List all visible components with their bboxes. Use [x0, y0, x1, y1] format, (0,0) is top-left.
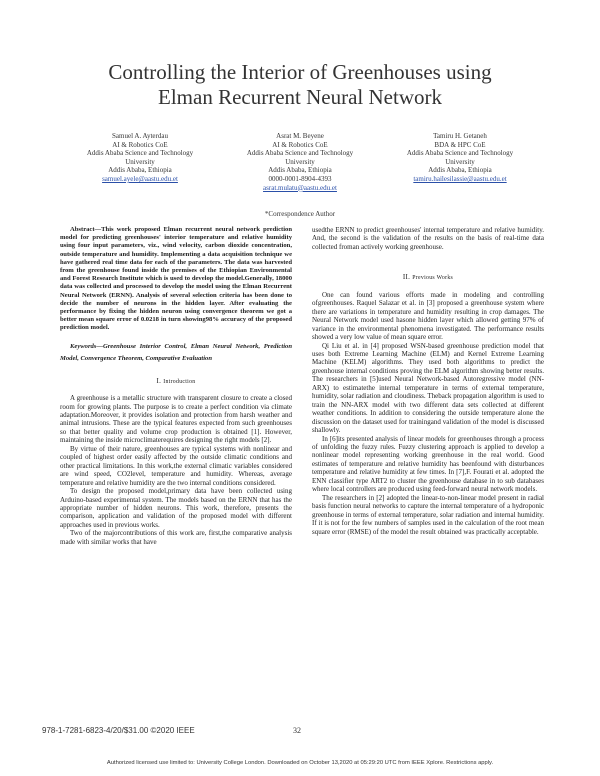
- author-city: Addis Ababa, Ethiopia: [268, 166, 332, 175]
- license-notice: Authorized licensed use limited to: University College London. Downloaded on October 13,2020 at 05:29:20 UTC from IEEE Xplore. Restrictions apply.: [106, 760, 494, 766]
- page-number: 32: [293, 726, 301, 735]
- author-org: AI & Robotics CoE: [272, 140, 328, 149]
- title-line-1: Controlling the Interior of Greenhouses using: [108, 60, 492, 84]
- author-univ2: University: [445, 157, 475, 166]
- paragraph: One can found various efforts made in modeling and controlling ofgreenhouses. Raquel Salazar et al. in [3] proposed a greenhouse system where there are variations in temperature and humidity resulting in crop damages. The Neural Network model used hasone hidden layer which allowed getting 97% of variance in the environmental phenomena investigated. The performance results showed a very low value of mean square error.: [312, 290, 544, 342]
- author-block: [60, 132, 540, 192]
- author-2: [220, 132, 380, 192]
- author-org: AI & Robotics CoE: [112, 140, 168, 149]
- section-number: II.: [402, 273, 411, 282]
- author-univ: Addis Ababa Science and Technology: [406, 149, 514, 158]
- author-univ: Addis Ababa Science and Technology: [246, 149, 354, 158]
- author-univ: Addis Ababa Science and Technology: [86, 149, 194, 158]
- abstract: Abstract—This work proposed Elman recurrent neural network prediction model for predicting greenhouses' interior temperature and relative humidity using four input parameters, viz., wind velocity, carbon dioxide concentration, outside temperature and humidity. Implementing a data acquisition technique we have gathered real time data for each of the parameters. The data was harvested from the greenhouse found inside the premises of the Ethiopian Environmental and Forest Research Institute which is used to develop the model.Generally, 18000 data was collected and processed to develop the model using the Elman Recurrent Neural Network (ERNN). Analysis of several selection criteria has been done to decide the number of neurons in the hidden layer. After evaluating the performance by fixing the hidden neuron using convergence theorem we got a better mean square error of 0.0218 in turn showing98% accuracy of the proposed prediction model.: [60, 226, 292, 332]
- author-3: [380, 132, 540, 192]
- author-org: BDA & HPC CoE: [434, 140, 486, 149]
- author-name: Asrat M. Beyene: [276, 132, 324, 140]
- paragraph: usedthe ERNN to predict greenhouses' internal temperature and relative humidity. And, the second is the validation of the results on the basis of real-time data collected froman actively working greenhouse.: [312, 226, 544, 251]
- author-univ2: University: [125, 157, 155, 166]
- paragraph: Qi Liu et al. in [4] proposed WSN-based greenhouse prediction model that uses both Extreme Learning Machine (ELM) and Kernel Extreme Learning Machine (KELM) algorithms. They used both algorithms to predict the greenhouse internal conditions proving the ELM algorithm showing better results. The researchers in [5]used Neural Network-based Autoregressive model (NN-ARX) to estimatethe internal temperature in terms of external temperature, humidity, solar radiation and cloudiness. Theback propagation algorithm is used to train the NN-ARX model with two different data sets collected at different weather conditions. In addition to considering the outside temperature alone the discussion on the dataset used for trainingand validation of the model is discussed shallowly.: [312, 341, 544, 435]
- correspondence-note: *Correspondence Author: [264, 210, 336, 218]
- section-title: Introduction: [163, 378, 196, 385]
- author-name: Tamiru H. Getaneh: [433, 132, 487, 140]
- author-city: Addis Ababa, Ethiopia: [108, 166, 172, 175]
- author-email-link[interactable]: samuel.ayele@aastu.edu.et: [102, 174, 178, 183]
- paragraph: To design the proposed model,primary data have been collected using Arduino-based experimental system. The models based on the ERNN that has the appropriate number of hidden neurons. This work, therefore, presents the comparison, application and validation of the proposed model with different approaches used in previous works.: [60, 487, 292, 529]
- section-number: I.: [156, 376, 162, 385]
- keywords: Keywords—Greenhouse Interior Control, Elman Neural Network, Prediction Model, Convergence Theorem, Comparative Evaluation: [60, 342, 292, 362]
- section-heading-previous-works: [312, 273, 544, 282]
- isbn-footer: 978-1-7281-6823-4/20/$31.00 ©2020 IEEE: [42, 726, 195, 735]
- paper-title: [40, 60, 560, 110]
- author-email-link[interactable]: asrat.mulatu@aastu.edu.et: [263, 183, 337, 192]
- paragraph: Two of the majorcontributions of this work are, first,the comparative analysis made with similar works that have: [60, 529, 292, 546]
- paragraph: By virtue of their nature, greenhouses are typical systems with nonlinear and coupled of highest order easily affected by the outside climatic conditions and other practical limitations. In this work,the external climatic variables considered are wind speed, CO2level, temperature and humidity. Whereas, average temperature and relative humidity are the two internal conditions considered.: [60, 444, 292, 487]
- author-city: Addis Ababa, Ethiopia: [428, 166, 492, 175]
- author-email-link[interactable]: tamiru.hailesilassie@aastu.edu.et: [413, 174, 507, 183]
- author-name: Samuel A. Ayterdau: [112, 132, 168, 140]
- section-title: Previous Works: [412, 275, 454, 282]
- paragraph: The researchers in [2] adopted the linear-to-non-linear model present in radial basis function neural networks to capture the internal temperature of a hydroponic greenhouse in terms of external temperature, solar radiation and internal humidity. If it is not for the few numbers of samples used in the calculation of the root mean square error (RMSE) of the model the result obtained was practically acceptable.: [312, 493, 544, 536]
- left-column: [60, 226, 292, 546]
- author-1: [60, 132, 220, 192]
- paragraph: A greenhouse is a metallic structure with transparent closure to create a closed room for growing plants. The purpose is to create a perfect condition via climate adaptation.Moreover, it provides isolation and protection from harsh weather and animal intrusions. These are the typical features expected from such greenhouses so that better quality and volume crop production is obtained [1]. However, maintaining the inside microclimaterequires designing the right models [2].: [60, 394, 292, 445]
- title-line-2: Elman Recurrent Neural Network: [158, 85, 442, 109]
- section-heading-introduction: [60, 377, 292, 386]
- right-column: [312, 226, 544, 536]
- author-orcid: 0000-0001-8904-4393: [268, 174, 332, 183]
- author-univ2: University: [285, 157, 315, 166]
- paragraph: In [6]its presented analysis of linear models for greenhouses through a process of unfolding the fuzzy rules. Fuzzy clustering approach is applied to develop a nonlinear model representing working greenhouse in the real world. Good estimates of temperature and relative humidity has beenfound with disturbances temperature and relative humidity at few times. In [7],F. Fourati et al. adopted the ENN classifier type ART2 to cluster the greenhouse database in to sub databases where local controllers are produced using feed-forward neural network models.: [312, 434, 544, 494]
